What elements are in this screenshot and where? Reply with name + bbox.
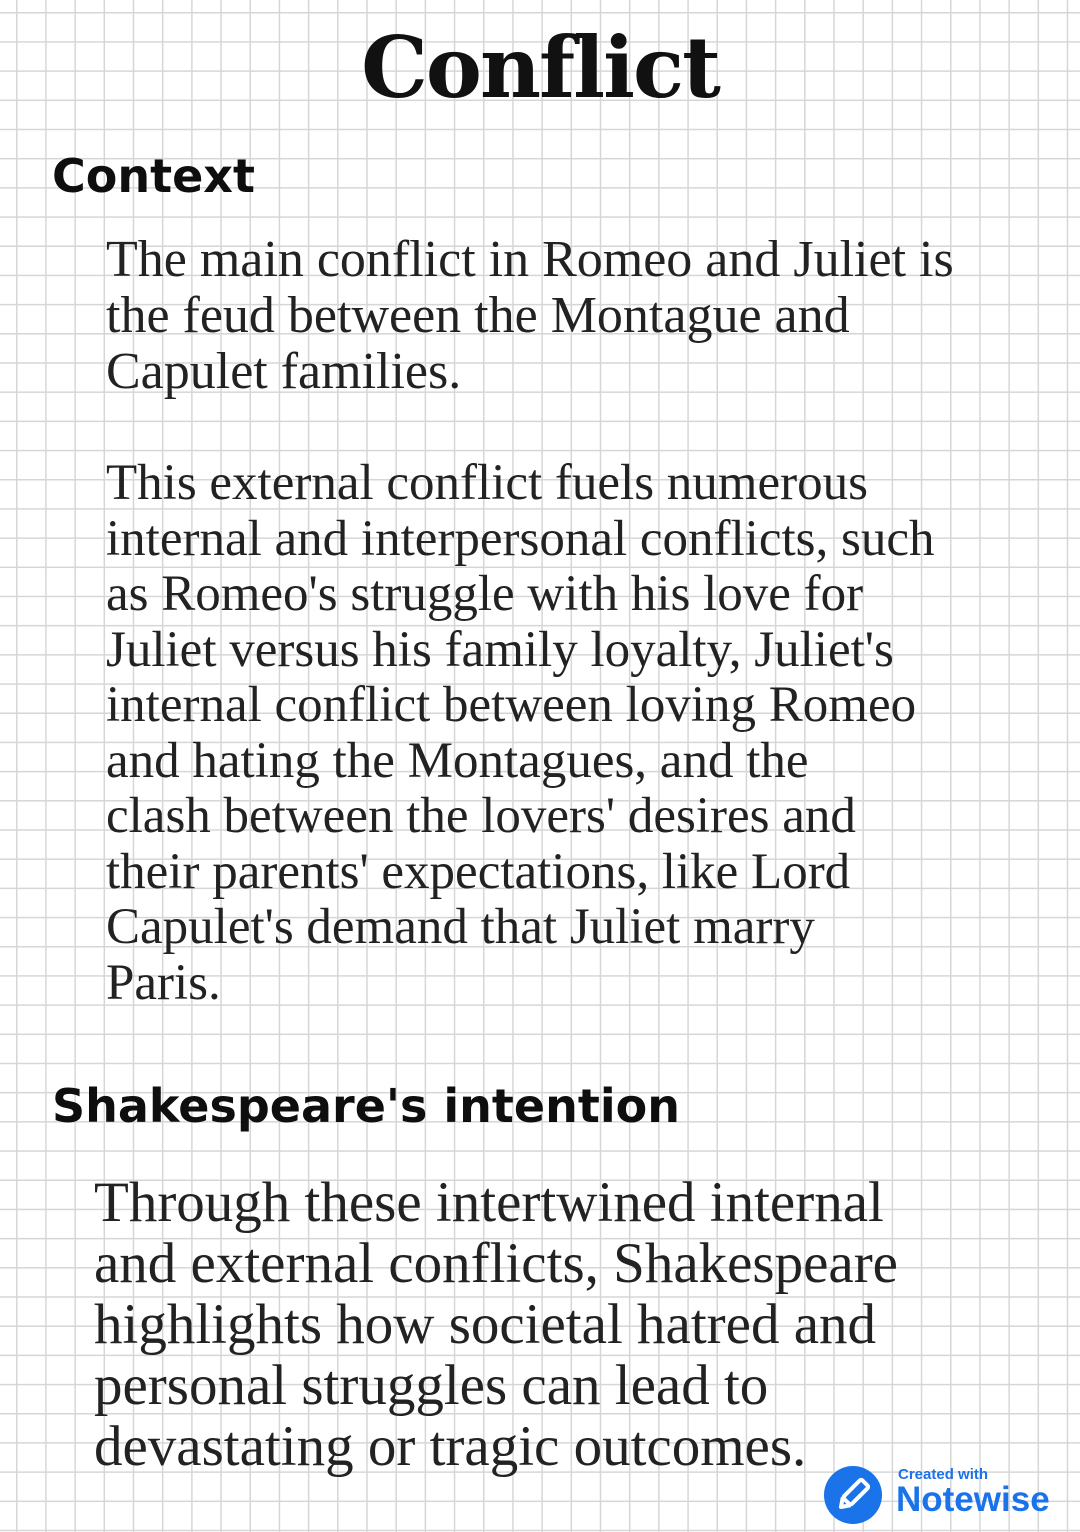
intention-paragraph: Through these intertwined internal and external conflicts, Shakespeare highlights how societal hatred and personal struggles can lead to devastating or tragic outcomes.: [94, 1171, 898, 1478]
context-paragraph-2: This external conflict fuels numerous internal and interpersonal conflicts, such as Romeo's struggle with his love for Juliet versus his family loyalty, Juliet's internal conflict between loving Romeo and hating the Montagues, and the clash between the lovers' desires and their parents' expectations, like Lord Capulet's demand that Juliet marry Paris.: [106, 455, 935, 1011]
watermark-small-text: Created with: [898, 1466, 989, 1483]
section-heading-intention: Shakespeare's intention: [52, 1079, 680, 1133]
pencil-icon: [824, 1466, 882, 1524]
context-paragraph-1: The main conflict in Romeo and Juliet is the feud between the Montague and Capulet families.: [106, 231, 954, 400]
section-heading-context: Context: [52, 149, 255, 203]
notewise-watermark: [824, 1462, 1074, 1524]
watermark-brand: Notewise: [896, 1480, 1050, 1519]
page-title: Conflict: [361, 18, 719, 117]
